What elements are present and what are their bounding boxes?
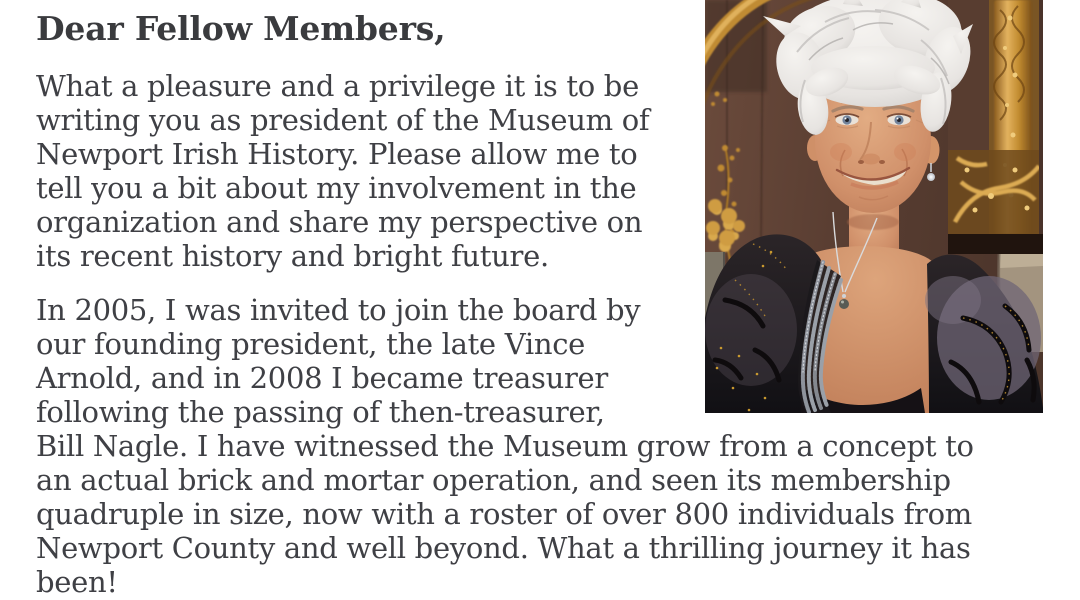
text-line: Arnold, and in 2008 I became treasurer bbox=[36, 361, 608, 395]
letter-content bbox=[36, 10, 1046, 599]
salutation-heading: Dear Fellow Members, bbox=[36, 9, 446, 48]
text-line: Bill Nagle. I have witnessed the Museum grow from a concept to bbox=[36, 429, 974, 463]
paragraph-intro bbox=[36, 69, 1046, 273]
text-line: following the passing of then-treasurer, bbox=[36, 395, 605, 429]
text-line: In 2005, I was invited to join the board by bbox=[36, 293, 641, 327]
text-line: been! bbox=[36, 565, 118, 599]
text-line: Newport County and well beyond. What a thrilling journey it has bbox=[36, 531, 971, 565]
text-line: our founding president, the late Vince bbox=[36, 327, 586, 361]
text-line: tell you a bit about my involvement in the bbox=[36, 171, 637, 205]
text-line: quadruple in size, now with a roster of over 800 individuals from bbox=[36, 497, 972, 531]
text-line: What a pleasure and a privilege it is to be bbox=[36, 69, 639, 103]
text-line: an actual brick and mortar operation, and seen its membership bbox=[36, 463, 951, 497]
text-line: writing you as president of the Museum of bbox=[36, 103, 650, 137]
paragraph-history bbox=[36, 293, 1046, 599]
text-line: its recent history and bright future. bbox=[36, 239, 549, 273]
text-line: organization and share my perspective on bbox=[36, 205, 643, 239]
text-line: Newport Irish History. Please allow me to bbox=[36, 137, 638, 171]
